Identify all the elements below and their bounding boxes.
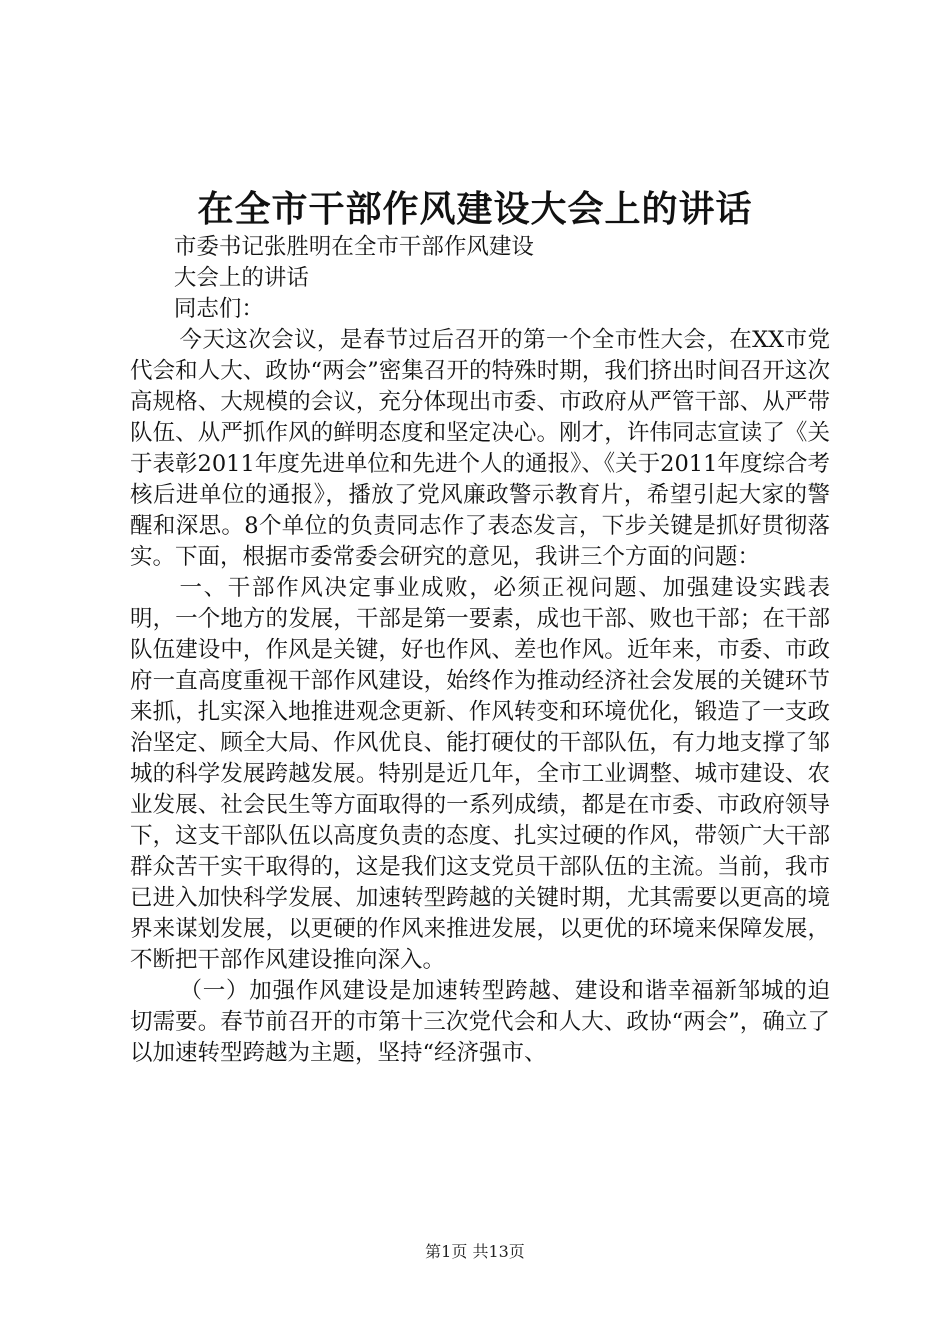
paragraph-section-one: 一、干部作风决定事业成败，必须正视问题、加强建设实践表明，一个地方的发展，干部是第一要素，成也干部、败也干部；在干部队伍建设中，作风是关键，好也作风、差也作风。近年来，市委、市政府一直高度重视干部作风建设，始终作为推动经济社会发展的关键环节来抓，扎实深入地推进观念更新、作风转变和环境优化，锻造了一支政治坚定、顾全大局、作风优良、能打硬仗的干部队伍，有力地支撑了邹城的科学发展跨越发展。特别是近几年，全市工业调整、城市建设、农业发展、社会民生等方面取得的一系列成绩，都是在市委、市政府领导下，这支干部队伍以高度负责的态度、扎实过硬的作风，带领广大干部群众苦干实干取得的，这是我们这支党员干部队伍的主流。当前，我市已进入加快科学发展、加速转型跨越的关键时期，尤其需要以更高的境界来谋划发展，以更硬的作风来推进发展，以更优的环境来保障发展，不断把干部作风建设推向深入。: [130, 575, 830, 973]
subtitle-line-1: 市委书记张胜明在全市干部作风建设: [173, 234, 534, 260]
subtitle-line-2: 大会上的讲话: [173, 265, 309, 291]
document-body: [130, 232, 830, 1069]
paragraph-subsection-one: （一）加强作风建设是加速转型跨越、建设和谐幸福新邹城的迫切需要。春节前召开的市第十三次党代会和人大、政协“两会”，确立了以加速转型跨越为主题，坚持“经济强市、: [130, 978, 830, 1066]
page-footer: 第1页 共13页: [425, 1242, 525, 1261]
salutation: 同志们：: [173, 296, 264, 322]
paragraph-intro: 今天这次会议，是春节过后召开的第一个全市性大会，在XX市党代会和人大、政协“两会”密集召开的特殊时期，我们挤出时间召开这次高规格、大规模的会议，充分体现出市委、市政府从严管干部、从严带队伍、从严抓作风的鲜明态度和坚定决心。刚才，许伟同志宣读了《关于表彰2011年度先进单位和先进个人的通报》、《关于2011年度综合考核后进单位的通报》，播放了党风廉政警示教育片，希望引起大家的警醒和深思。8个单位的负责同志作了表态发言，下步关键是抓好贯彻落实。下面，根据市委常委会研究的意见，我讲三个方面的问题：: [130, 327, 830, 570]
document-title: 在全市干部作风建设大会上的讲话: [197, 188, 753, 230]
